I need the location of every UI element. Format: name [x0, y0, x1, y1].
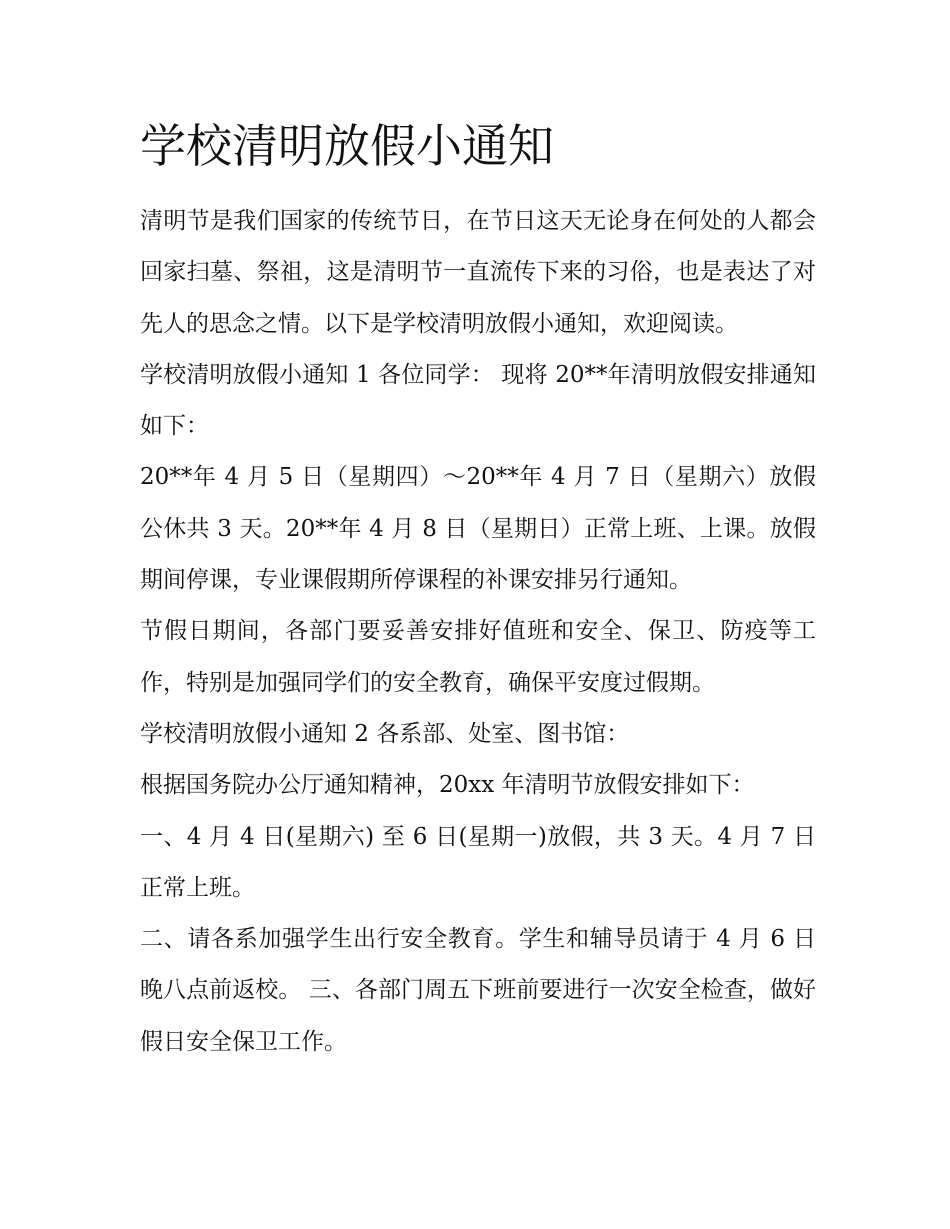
page-title: 学校清明放假小通知: [140, 119, 554, 173]
intro-paragraph: 清明节是我们国家的传统节日，在节日这天无论身在何处的人都会回家扫墓、祭祖，这是清明节一直流传下来的习俗，也是表达了对先人的思念之情。以下是学校清明放假小通知，欢迎阅读。: [140, 208, 816, 337]
duty-arrangement-paragraph: 节假日期间，各部门要妥善安排好值班和安全、保卫、防疫等工作，特别是加强同学们的安全教育，确保平安度过假期。: [140, 618, 816, 696]
document-body: [140, 196, 816, 1068]
notice-2-heading-paragraph: 学校清明放假小通知 2 各系部、处室、图书馆：: [140, 720, 630, 747]
notice-2-intro-paragraph: 根据国务院办公厅通知精神，20xx 年清明节放假安排如下：: [140, 772, 755, 799]
item-2-3-paragraph: 二、请各系加强学生出行安全教育。学生和辅导员请于 4 月 6 日晚八点前返校。 三、各部门周五下班前要进行一次安全检查，做好假日安全保卫工作。: [140, 926, 816, 1055]
holiday-schedule-paragraph: 20**年 4 月 5 日（星期四）～20**年 4 月 7 日（星期六）放假公休共 3 天。20**年 4 月 8 日（星期日）正常上班、上课。放假期间停课，专业课假期所停课程的补课安排另行通知。: [140, 464, 816, 594]
notice-1-heading-paragraph: 学校清明放假小通知 1 各位同学： 现将 20**年清明放假安排通知如下：: [140, 361, 816, 440]
item-1-paragraph: 一、4 月 4 日(星期六) 至 6 日(星期一)放假，共 3 天。4 月 7 日正常上班。: [140, 823, 816, 901]
